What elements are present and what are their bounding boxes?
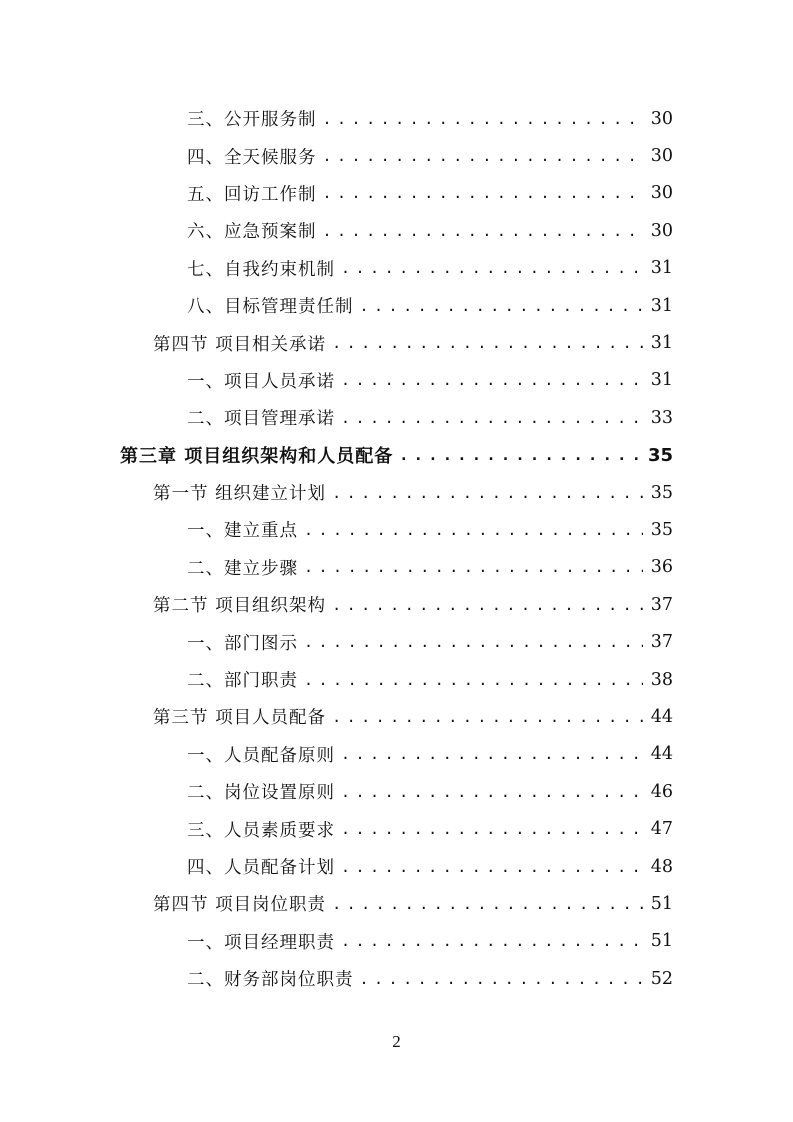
toc-leader-dots [323, 110, 643, 128]
toc-entry-title: 七、自我约束机制 [187, 259, 335, 280]
toc-entry[interactable] [0, 511, 793, 548]
toc-leader-dots [399, 446, 640, 464]
toc-entry-title: 二、项目管理承诺 [187, 409, 335, 430]
toc-leader-dots [341, 259, 643, 277]
toc-entry[interactable] [0, 175, 793, 212]
toc-entry-title: 三、人员素质要求 [187, 820, 335, 841]
toc-entry-page: 37 [650, 594, 673, 615]
toc-leader-dots [323, 147, 643, 165]
toc-entry-title: 一、项目人员承诺 [187, 371, 335, 392]
toc-entry-title: 一、项目经理职责 [187, 932, 335, 953]
toc-entry[interactable] [0, 212, 793, 249]
toc-leader-dots [341, 409, 643, 427]
toc-entry-page: 52 [650, 968, 673, 989]
toc-entry[interactable] [0, 399, 793, 436]
toc-leader-dots [341, 745, 643, 763]
toc-leader-dots [341, 783, 643, 801]
toc-entry-title: 二、建立步骤 [187, 558, 298, 579]
toc-leader-dots [304, 558, 643, 576]
toc-entry-page: 37 [650, 632, 673, 653]
toc-entry[interactable] [0, 287, 793, 324]
toc-entry[interactable] [0, 736, 793, 773]
toc-leader-dots [332, 708, 643, 726]
toc-entry[interactable] [0, 923, 793, 960]
toc-entry-page: 46 [650, 781, 673, 802]
toc-entry-title: 二、财务部岗位职责 [187, 970, 354, 991]
toc-entry-title: 八、目标管理责任制 [187, 297, 354, 318]
toc-entry[interactable] [0, 437, 793, 474]
toc-entry-page: 44 [650, 744, 673, 765]
toc-entry-title: 五、回访工作制 [187, 184, 317, 205]
toc-entry[interactable] [0, 474, 793, 511]
toc-entry-page: 31 [650, 370, 673, 391]
toc-entry[interactable] [0, 137, 793, 174]
toc-leader-dots [341, 932, 643, 950]
toc-entry[interactable] [0, 324, 793, 361]
toc-entry-page: 31 [650, 295, 673, 316]
toc-leader-dots [360, 970, 643, 988]
toc-entry-page: 47 [650, 819, 673, 840]
toc-entry[interactable] [0, 250, 793, 287]
toc-entry-page: 38 [650, 669, 673, 690]
toc-leader-dots [323, 222, 643, 240]
toc-entry-title: 六、应急预案制 [187, 222, 317, 243]
toc-leader-dots [332, 596, 643, 614]
toc-entry[interactable] [0, 885, 793, 922]
toc-entry-title: 二、部门职责 [187, 671, 298, 692]
toc-leader-dots [341, 858, 643, 876]
toc-entry[interactable] [0, 698, 793, 735]
toc-entry-title: 第一节 组织建立计划 [153, 484, 327, 505]
toc-entry-page: 35 [647, 444, 673, 466]
toc-leader-dots [360, 297, 643, 315]
toc-entry-title: 一、人员配备原则 [187, 745, 335, 766]
toc-entry-page: 30 [650, 183, 673, 204]
toc-entry-page: 30 [650, 146, 673, 167]
page-number: 2 [392, 1032, 401, 1051]
toc-entry-page: 48 [650, 856, 673, 877]
toc-leader-dots [332, 895, 643, 913]
toc-leader-dots [304, 521, 643, 539]
toc-leader-dots [323, 184, 643, 202]
toc-entry-title: 一、建立重点 [187, 521, 298, 542]
toc-entry-page: 36 [650, 557, 673, 578]
toc-entry-page: 33 [650, 407, 673, 428]
toc-entry-page: 51 [650, 893, 673, 914]
toc-entry-title: 第三章 项目组织架构和人员配备 [120, 446, 394, 468]
toc-leader-dots [332, 334, 643, 352]
toc-leader-dots [304, 633, 643, 651]
toc-entry-title: 一、部门图示 [187, 633, 298, 654]
toc-entry[interactable] [0, 773, 793, 810]
toc-entry[interactable] [0, 810, 793, 847]
toc-entry[interactable] [0, 661, 793, 698]
toc-entry-page: 44 [650, 706, 673, 727]
toc-entry-title: 四、全天候服务 [187, 147, 317, 168]
toc-leader-dots [341, 820, 643, 838]
toc-entry-title: 第二节 项目组织架构 [153, 596, 327, 617]
toc-entry[interactable] [0, 362, 793, 399]
toc-leader-dots [304, 671, 643, 689]
toc-entry[interactable] [0, 586, 793, 623]
toc-entry-title: 第四节 项目相关承诺 [153, 334, 327, 355]
toc-entry-page: 30 [650, 108, 673, 129]
toc-entry-page: 31 [650, 333, 673, 354]
toc-entry[interactable] [0, 848, 793, 885]
toc-leader-dots [341, 371, 643, 389]
toc-entry-title: 三、公开服务制 [187, 110, 317, 131]
toc-entry-title: 四、人员配备计划 [187, 858, 335, 878]
toc-entry[interactable] [0, 623, 793, 660]
toc-entry-title: 二、岗位设置原则 [187, 783, 335, 804]
toc-entry-page: 31 [650, 258, 673, 279]
toc-leader-dots [332, 484, 643, 502]
toc-entry-page: 51 [650, 931, 673, 952]
toc-entry-title: 第四节 项目岗位职责 [153, 895, 327, 916]
toc-entry-title: 第三节 项目人员配备 [153, 708, 327, 729]
toc-entry[interactable] [0, 960, 793, 997]
toc-entry-page: 35 [650, 519, 673, 540]
toc-entry-page: 30 [650, 220, 673, 241]
toc-entry[interactable] [0, 549, 793, 586]
toc-entry[interactable] [0, 100, 793, 137]
table-of-contents [0, 100, 793, 997]
toc-entry-page: 35 [650, 482, 673, 503]
